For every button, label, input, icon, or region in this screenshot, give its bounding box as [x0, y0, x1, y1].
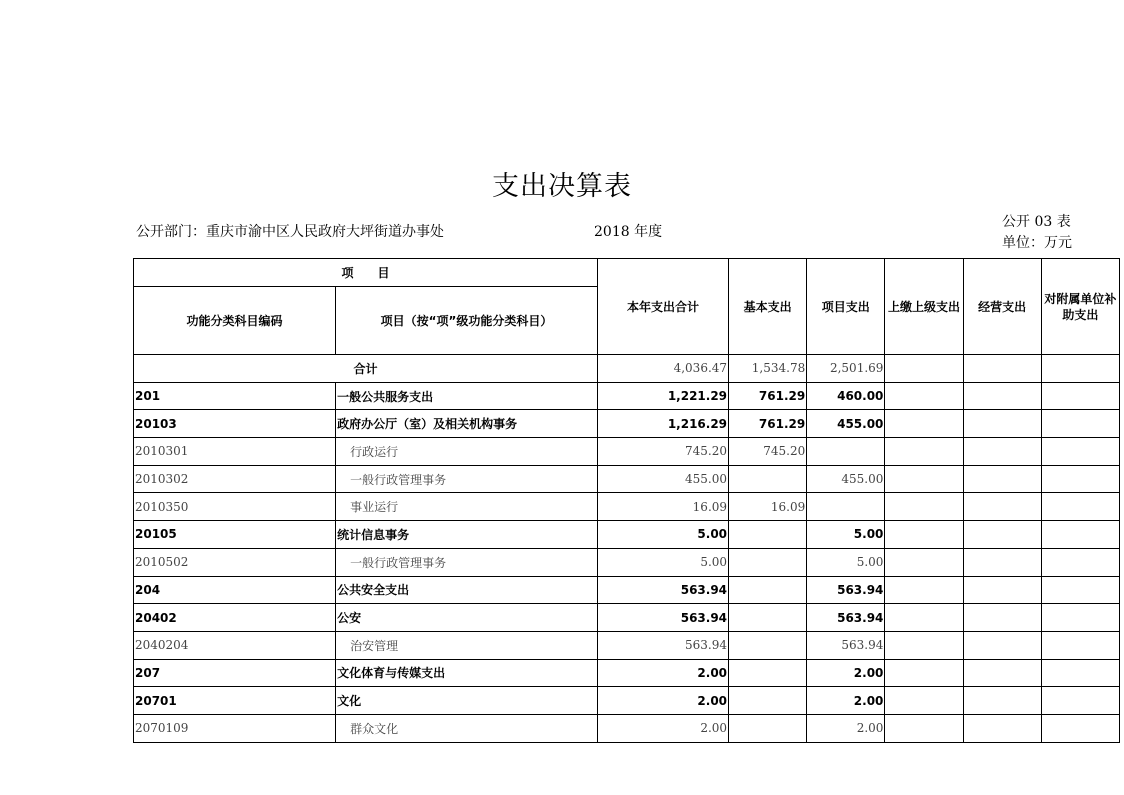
row-project: 563.94	[807, 576, 885, 604]
table-row	[134, 604, 1120, 632]
row-subsidy	[1041, 604, 1119, 632]
total-label: 合计	[134, 355, 598, 383]
row-basic	[729, 714, 807, 742]
row-upper	[885, 493, 963, 521]
table-row	[134, 576, 1120, 604]
total-upper	[885, 355, 963, 383]
total-subsidy	[1041, 355, 1119, 383]
row-total: 2.00	[598, 659, 729, 687]
table-row	[134, 438, 1120, 466]
row-total: 1,221.29	[598, 382, 729, 410]
row-business	[963, 438, 1041, 466]
row-subsidy	[1041, 493, 1119, 521]
row-basic: 761.29	[729, 410, 807, 438]
row-basic	[729, 465, 807, 493]
row-total: 5.00	[598, 521, 729, 549]
row-name: 统计信息事务	[336, 521, 598, 549]
row-project: 2.00	[807, 687, 885, 715]
row-business	[963, 604, 1041, 632]
row-business	[963, 576, 1041, 604]
header-item-group: 项 目	[134, 259, 598, 287]
total-amount: 4,036.47	[598, 355, 729, 383]
row-project	[807, 438, 885, 466]
row-upper	[885, 604, 963, 632]
row-total: 563.94	[598, 604, 729, 632]
row-code: 207	[134, 659, 336, 687]
row-total: 563.94	[598, 576, 729, 604]
table-row	[134, 687, 1120, 715]
row-basic	[729, 631, 807, 659]
table-row	[134, 410, 1120, 438]
row-total: 16.09	[598, 493, 729, 521]
row-name: 治安管理	[336, 631, 598, 659]
row-code: 201	[134, 382, 336, 410]
row-code: 20105	[134, 521, 336, 549]
row-upper	[885, 438, 963, 466]
row-upper	[885, 410, 963, 438]
header-upper: 上缴上级支出	[885, 259, 963, 355]
table-row	[134, 659, 1120, 687]
header-subsidy: 对附属单位补助支出	[1041, 259, 1119, 355]
row-code: 2070109	[134, 714, 336, 742]
table-row	[134, 714, 1120, 742]
total-row	[134, 355, 1120, 383]
row-upper	[885, 631, 963, 659]
row-subsidy	[1041, 631, 1119, 659]
row-total: 1,216.29	[598, 410, 729, 438]
row-upper	[885, 382, 963, 410]
header-total: 本年支出合计	[598, 259, 729, 355]
row-name: 一般行政管理事务	[336, 548, 598, 576]
row-subsidy	[1041, 438, 1119, 466]
row-name: 政府办公厅（室）及相关机构事务	[336, 410, 598, 438]
row-name: 文化	[336, 687, 598, 715]
row-subsidy	[1041, 548, 1119, 576]
row-project: 460.00	[807, 382, 885, 410]
row-total: 455.00	[598, 465, 729, 493]
row-basic	[729, 687, 807, 715]
row-subsidy	[1041, 410, 1119, 438]
row-basic	[729, 604, 807, 632]
header-code: 功能分类科目编码	[134, 287, 336, 355]
row-business	[963, 659, 1041, 687]
year-label: 2018 年度	[594, 224, 663, 240]
row-upper	[885, 659, 963, 687]
header-name: 项目（按“项”级功能分类科目）	[336, 287, 598, 355]
row-total: 2.00	[598, 687, 729, 715]
row-total: 2.00	[598, 714, 729, 742]
row-business	[963, 410, 1041, 438]
row-basic: 745.20	[729, 438, 807, 466]
row-basic: 761.29	[729, 382, 807, 410]
row-name: 群众文化	[336, 714, 598, 742]
row-subsidy	[1041, 659, 1119, 687]
row-name: 行政运行	[336, 438, 598, 466]
row-business	[963, 521, 1041, 549]
row-name: 公共安全支出	[336, 576, 598, 604]
row-code: 2010302	[134, 465, 336, 493]
table-row	[134, 465, 1120, 493]
row-code: 20701	[134, 687, 336, 715]
row-project: 455.00	[807, 465, 885, 493]
row-project: 2.00	[807, 659, 885, 687]
row-business	[963, 382, 1041, 410]
row-subsidy	[1041, 521, 1119, 549]
row-upper	[885, 521, 963, 549]
row-basic	[729, 521, 807, 549]
header-project: 项目支出	[807, 259, 885, 355]
table-row	[134, 548, 1120, 576]
row-project: 5.00	[807, 521, 885, 549]
row-upper	[885, 465, 963, 493]
table-row	[134, 521, 1120, 549]
row-basic: 16.09	[729, 493, 807, 521]
row-name: 文化体育与传媒支出	[336, 659, 598, 687]
row-name: 一般行政管理事务	[336, 465, 598, 493]
row-code: 204	[134, 576, 336, 604]
row-name: 一般公共服务支出	[336, 382, 598, 410]
row-project: 2.00	[807, 714, 885, 742]
row-upper	[885, 576, 963, 604]
table-row	[134, 631, 1120, 659]
row-basic	[729, 659, 807, 687]
row-code: 2010350	[134, 493, 336, 521]
row-upper	[885, 687, 963, 715]
row-business	[963, 631, 1041, 659]
row-subsidy	[1041, 714, 1119, 742]
header-basic: 基本支出	[729, 259, 807, 355]
department-label: 公开部门：重庆市渝中区人民政府大坪街道办事处	[136, 224, 444, 240]
row-subsidy	[1041, 465, 1119, 493]
row-upper	[885, 548, 963, 576]
row-total: 563.94	[598, 631, 729, 659]
row-business	[963, 465, 1041, 493]
row-business	[963, 687, 1041, 715]
row-project: 455.00	[807, 410, 885, 438]
row-total: 5.00	[598, 548, 729, 576]
row-code: 2010301	[134, 438, 336, 466]
row-code: 20103	[134, 410, 336, 438]
row-subsidy	[1041, 576, 1119, 604]
row-total: 745.20	[598, 438, 729, 466]
row-upper	[885, 714, 963, 742]
row-subsidy	[1041, 382, 1119, 410]
table-number: 公开 03 表	[1002, 214, 1071, 230]
row-basic	[729, 548, 807, 576]
row-code: 2040204	[134, 631, 336, 659]
row-subsidy	[1041, 687, 1119, 715]
table-row	[134, 493, 1120, 521]
row-name: 公安	[336, 604, 598, 632]
unit-label: 单位：万元	[1002, 235, 1072, 251]
row-project: 5.00	[807, 548, 885, 576]
table-row	[134, 382, 1120, 410]
row-project	[807, 493, 885, 521]
total-basic: 1,534.78	[729, 355, 807, 383]
row-business	[963, 548, 1041, 576]
row-code: 2010502	[134, 548, 336, 576]
row-project: 563.94	[807, 631, 885, 659]
row-name: 事业运行	[336, 493, 598, 521]
row-business	[963, 493, 1041, 521]
header-business: 经营支出	[963, 259, 1041, 355]
row-code: 20402	[134, 604, 336, 632]
page-title: 支出决算表	[492, 171, 632, 202]
row-basic	[729, 576, 807, 604]
row-project: 563.94	[807, 604, 885, 632]
row-business	[963, 714, 1041, 742]
total-project: 2,501.69	[807, 355, 885, 383]
expenditure-table	[133, 258, 1120, 743]
total-business	[963, 355, 1041, 383]
